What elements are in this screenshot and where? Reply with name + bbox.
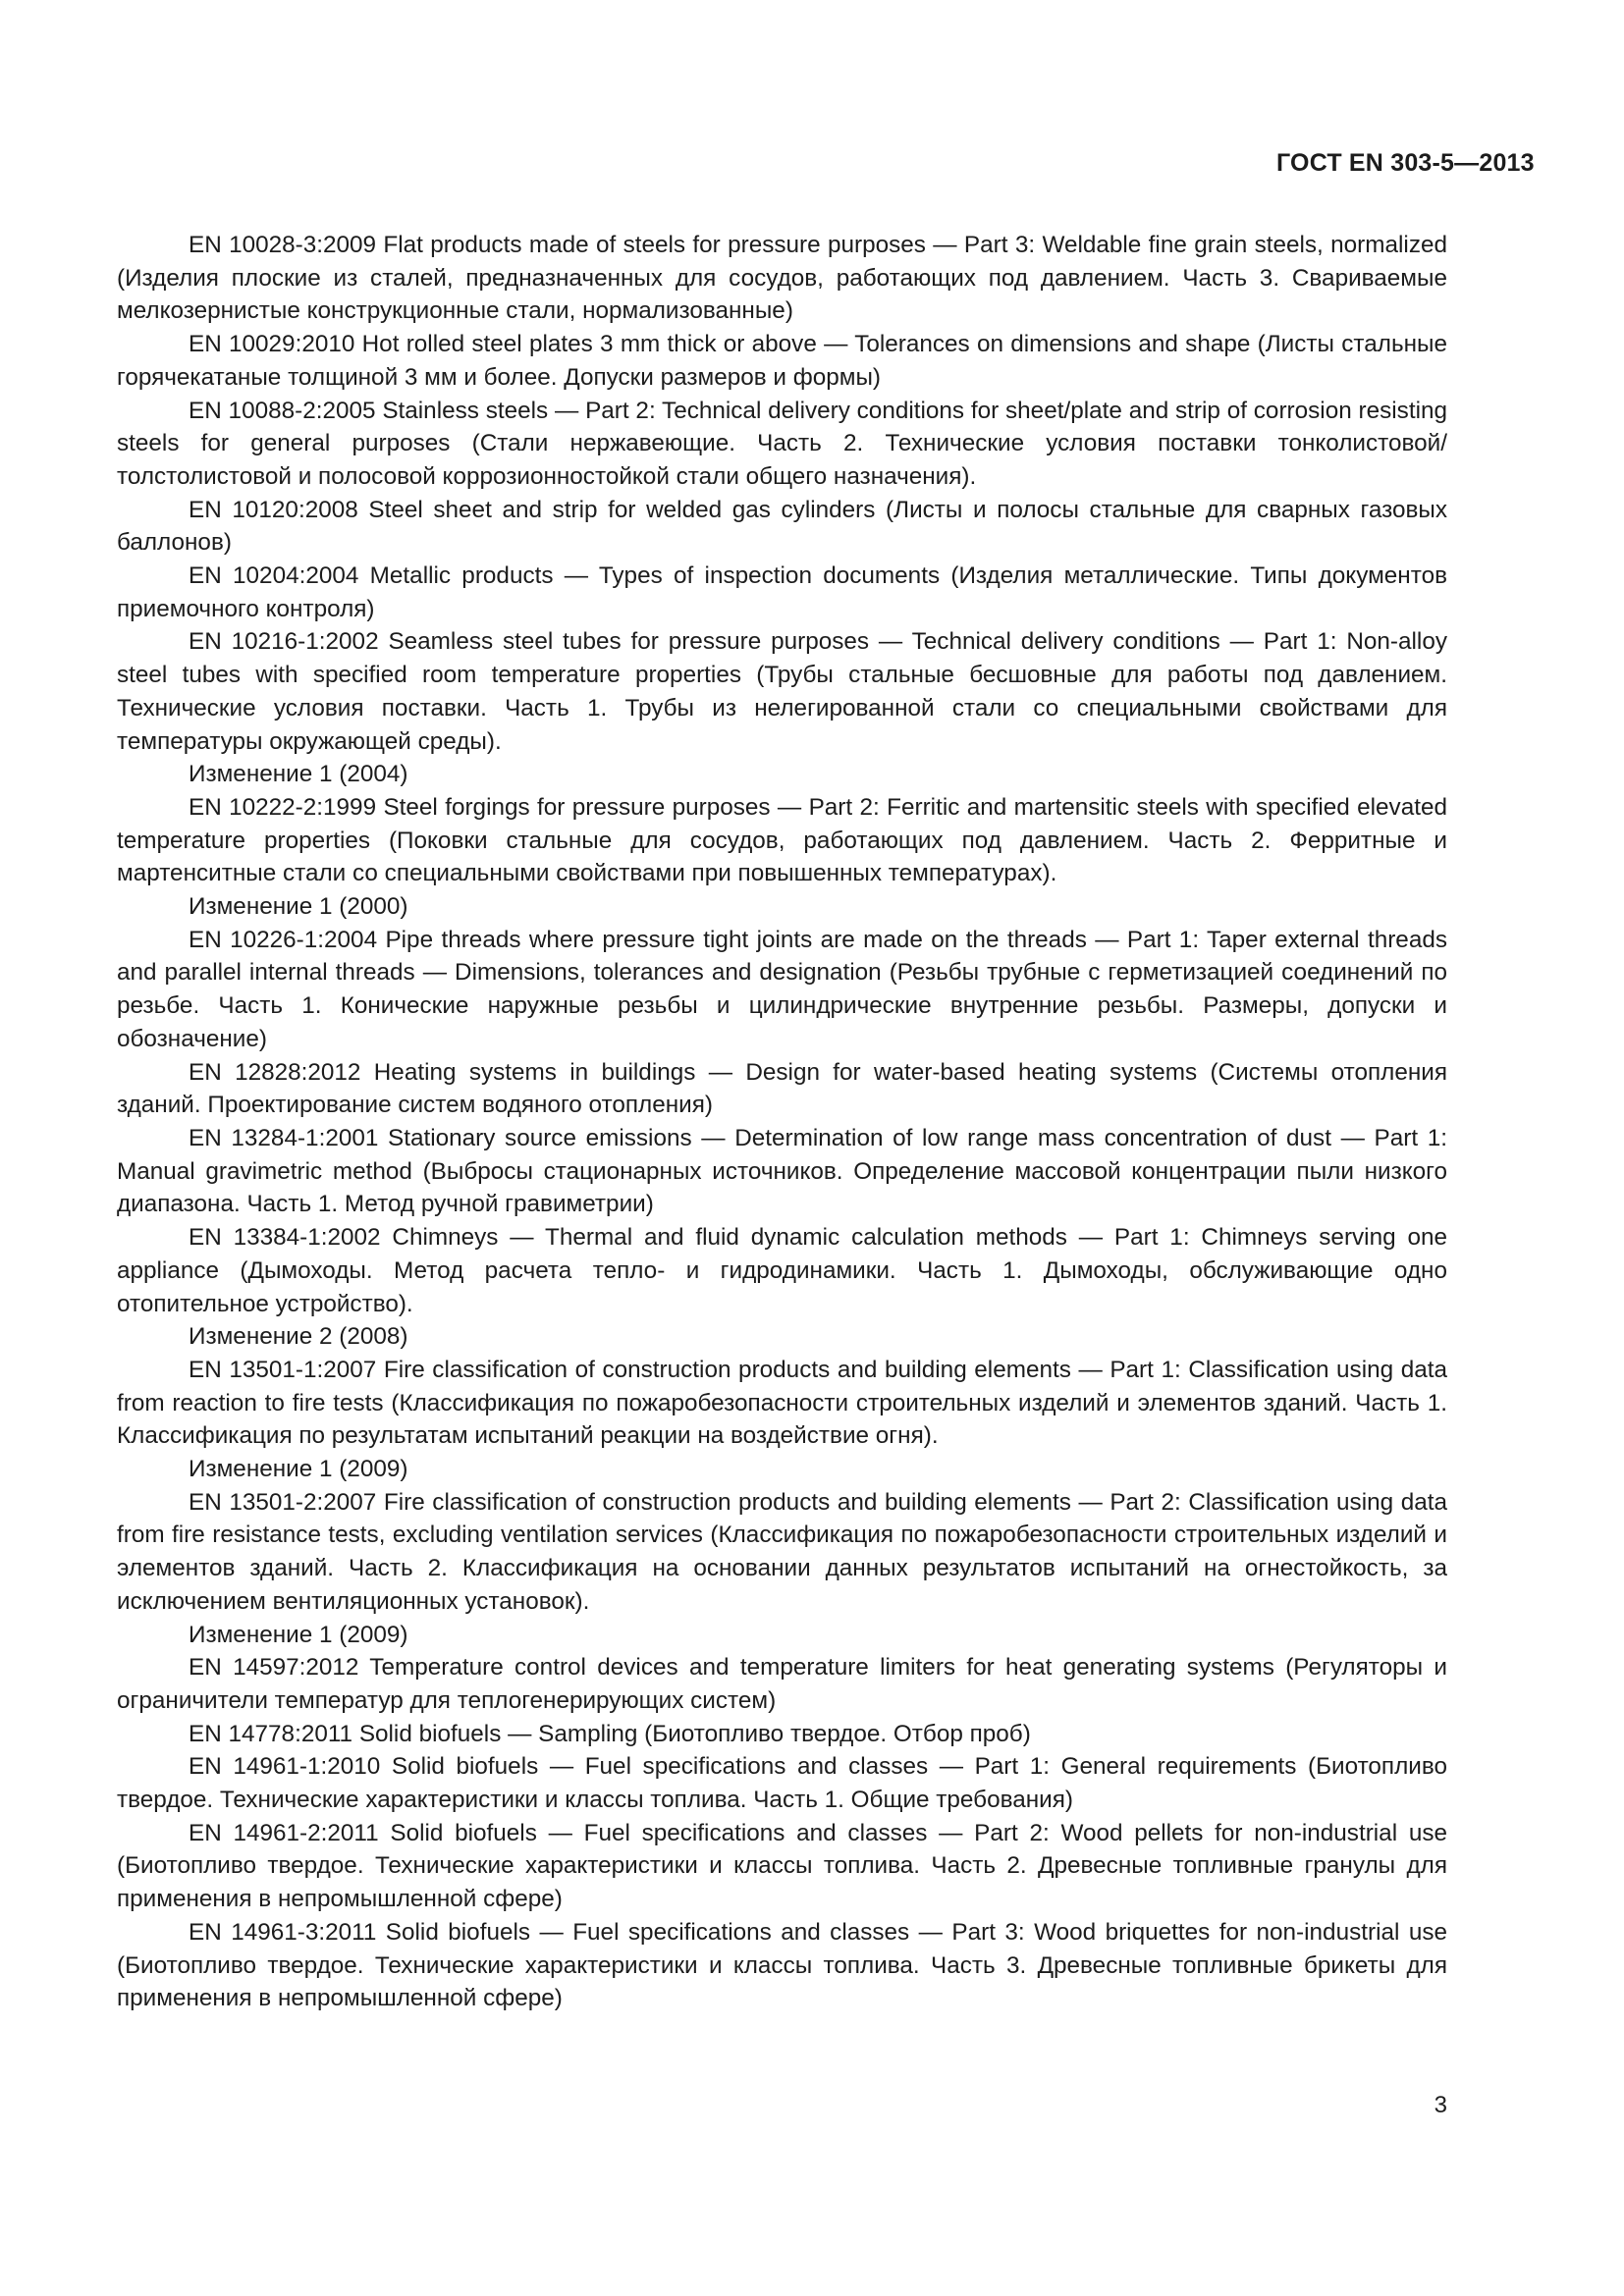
reference-item: EN 13501-1:2007 Fire classification of construction products and building elements — Part 1: Classification using data from reaction to fire tests (Классификация по пожаробезопасности строительных изделий и элементов зданий. Часть 1. Классификация по результатам испытаний реакции на воздействие огня). [117,1356,1447,1450]
reference-item: EN 10226-1:2004 Pipe threads where pressure tight joints are made on the threads — Part 1: Taper external threads and parallel internal threads — Dimensions, tolerances and designation (Резьбы трубные с герметизацией соединений по резьбе. Часть 1. Конические наружные резьбы и цилиндрические внутренние резьбы. Размеры, допуски и обозначение) [117,926,1447,1052]
reference-item: EN 14961-1:2010 Solid biofuels — Fuel specifications and classes — Part 1: General requirements (Биотопливо твердое. Технические характеристики и классы топлива. Часть 1. Общие требования) [117,1753,1447,1814]
reference-item: EN 10088-2:2005 Stainless steels — Part 2: Technical delivery conditions for sheet/plate and strip of corrosion resisting steels for general purposes (Стали нержавеющие. Часть 2. Технические условия поставки тонколистовой/толстолистовой и полосовой коррозионностойкой стали общего назначения). [117,397,1447,490]
amendment-note: Изменение 1 (2009) [189,1456,408,1483]
amendment-note: Изменение 1 (2004) [189,761,408,788]
reference-item: EN 10029:2010 Hot rolled steel plates 3 mm thick or above — Tolerances on dimensions and shape (Листы стальные горячекатаные толщиной 3 мм и более. Допуски размеров и формы) [117,331,1447,391]
reference-item: EN 10216-1:2002 Seamless steel tubes for pressure purposes — Technical delivery conditions — Part 1: Non-alloy steel tubes with specified room temperature properties (Трубы стальные бесшовные для работы под давлением. Технические условия поставки. Часть 1. Трубы из нелегированной стали со специальными свойствами для температуры окружающей среды). [117,628,1447,755]
reference-item: EN 14961-2:2011 Solid biofuels — Fuel specifications and classes — Part 2: Wood pellets for non-industrial use (Биотопливо твердое. Технические характеристики и классы топлива. Часть 2. Древесные топливные гранулы для применения в непромышленной сфере) [117,1819,1447,1913]
reference-item: EN 10028-3:2009 Flat products made of steels for pressure purposes — Part 3: Weldable fine grain steels, normalized (Изделия плоские из сталей, предназначенных для сосудов, работающих под давлением. Часть 3. Свариваемые мелкозернистые конструкционные стали, нормализованные) [117,232,1447,325]
reference-item: EN 14961-3:2011 Solid biofuels — Fuel specifications and classes — Part 3: Wood briquettes for non-industrial use (Биотопливо твердое. Технические характеристики и классы топлива. Часть 3. Древесные топливные брикеты для применения в непромышленной сфере) [117,1918,1447,2012]
document-header-id: ГОСТ EN 303-5—2013 [1276,149,1535,177]
reference-item: EN 10222-2:1999 Steel forgings for pressure purposes — Part 2: Ferritic and martensitic steels with specified elevated temperature properties (Поковки стальные для сосудов, работающих под давлением. Часть 2. Ферритные и мартенситные стали со специальными свойствами при повышенных температурах). [117,793,1447,887]
reference-item: EN 13501-2:2007 Fire classification of construction products and building elements — Part 2: Classification using data from fire resistance tests, excluding ventilation services (Классификация по пожаробезопасности строительных изделий и элементов зданий. Часть 2. Классификация на основании данных результатов испытаний на огнестойкость, за исключением вентиляционных установок). [117,1488,1447,1615]
page-number: 3 [1434,2092,1447,2118]
reference-item: EN 14597:2012 Temperature control devices and temperature limiters for heat generating systems (Регуляторы и ограничители температур для теплогенерирующих систем) [117,1654,1447,1714]
reference-item: EN 10204:2004 Metallic products — Types of inspection documents (Изделия металлические. Типы документов приемочного контроля) [117,562,1447,622]
normative-references-list [117,229,1447,2015]
reference-item: EN 10120:2008 Steel sheet and strip for welded gas cylinders (Листы и полосы стальные для сварных газовых баллонов) [117,496,1447,557]
amendment-note: Изменение 2 (2008) [189,1323,408,1351]
reference-item: EN 12828:2012 Heating systems in buildings — Design for water-based heating systems (Системы отопления зданий. Проектирование систем водяного отопления) [117,1058,1447,1119]
reference-item: EN 13384-1:2002 Chimneys — Thermal and fluid dynamic calculation methods — Part 1: Chimneys serving one appliance (Дымоходы. Метод расчета тепло- и гидродинамики. Часть 1. Дымоходы, обслуживающие одно отопительное устройство). [117,1224,1447,1317]
amendment-note: Изменение 1 (2009) [189,1621,408,1648]
amendment-note: Изменение 1 (2000) [189,893,408,921]
reference-item: EN 14778:2011 Solid biofuels — Sampling (Биотопливо твердое. Отбор проб) [189,1720,1031,1747]
reference-item: EN 13284-1:2001 Stationary source emissions — Determination of low range mass concentration of dust — Part 1: Manual gravimetric method (Выбросы стационарных источников. Определение массовой концентрации пыли низкого диапазона. Часть 1. Метод ручной гравиметрии) [117,1124,1447,1218]
